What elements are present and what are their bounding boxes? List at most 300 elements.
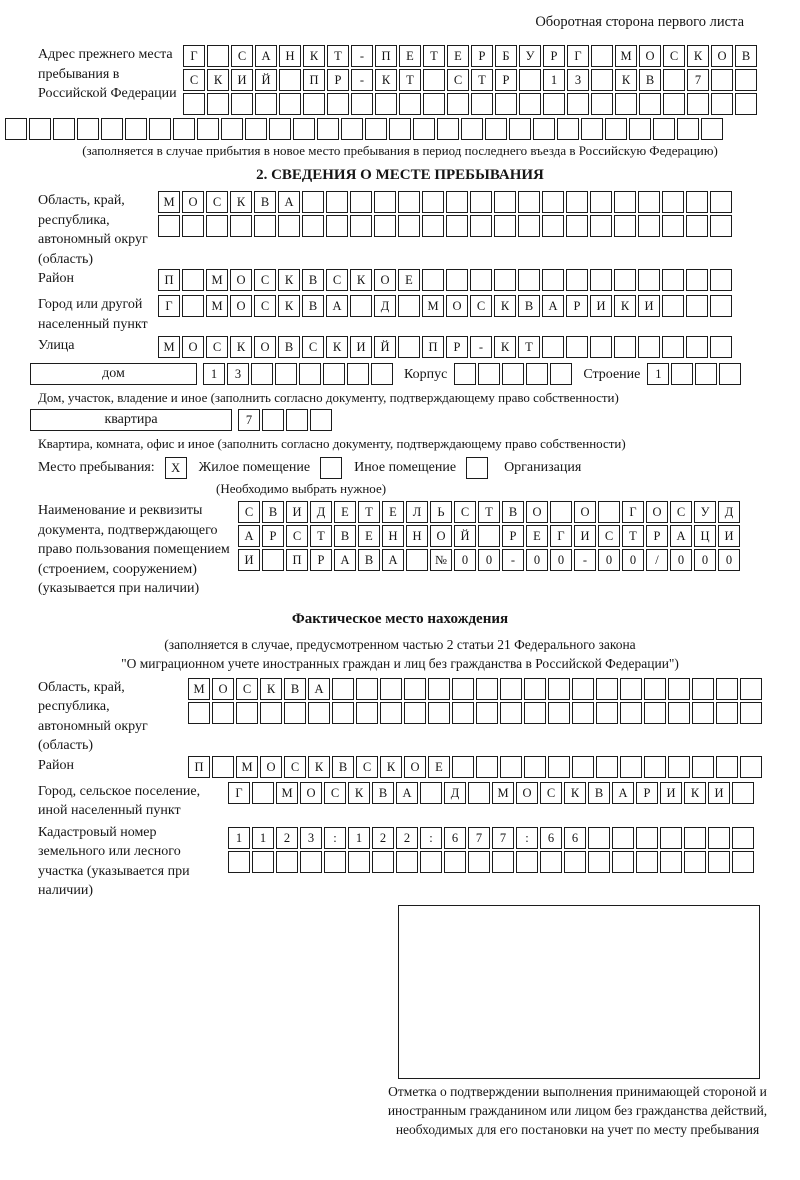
char-box: П	[286, 549, 308, 571]
char-box	[548, 702, 570, 724]
char-box: С	[670, 501, 692, 523]
char-box: П	[158, 269, 180, 291]
prev-address-block	[38, 45, 762, 117]
house-note: Дом, участок, владение и иное (заполнить согласно документу, подтверждающему право собственности)	[38, 390, 619, 405]
char-box	[684, 827, 706, 849]
char-box: С	[470, 295, 492, 317]
char-box: С	[356, 756, 378, 778]
char-box: С	[254, 295, 276, 317]
char-box	[686, 336, 708, 358]
char-box: О	[404, 756, 426, 778]
char-box: Т	[310, 525, 332, 547]
char-box: И	[708, 782, 730, 804]
char-box	[557, 118, 579, 140]
char-box	[173, 118, 195, 140]
char-box: Е	[398, 269, 420, 291]
char-box	[615, 93, 637, 115]
char-box	[590, 215, 612, 237]
char-box: 0	[526, 549, 548, 571]
char-box: В	[358, 549, 380, 571]
char-box: 2	[372, 827, 394, 849]
char-box: Е	[358, 525, 380, 547]
char-box	[356, 702, 378, 724]
char-box: 0	[478, 549, 500, 571]
char-box: В	[302, 269, 324, 291]
char-box	[572, 756, 594, 778]
char-box	[662, 191, 684, 213]
char-box	[662, 336, 684, 358]
char-box: С	[540, 782, 562, 804]
char-box	[326, 215, 348, 237]
char-box: 0	[598, 549, 620, 571]
confirmation-mark-caption: Отметка о подтверждении выполнения принимающей стороной и иностранным гражданином или лицом без гражданства действий, необходимых для его постановки на учет по месту пребывания	[387, 1083, 768, 1137]
char-box: С	[447, 69, 469, 91]
street-label: Улица	[38, 338, 75, 353]
char-box	[77, 118, 99, 140]
char-box	[740, 702, 762, 724]
char-box: И	[238, 549, 260, 571]
char-box: К	[348, 782, 370, 804]
char-box: С	[598, 525, 620, 547]
char-box: Т	[478, 501, 500, 523]
char-box: Р	[327, 69, 349, 91]
char-box	[668, 702, 690, 724]
char-box: Е	[382, 501, 404, 523]
char-box: В	[284, 678, 306, 700]
region-row-1	[158, 191, 762, 213]
char-box	[423, 93, 445, 115]
char-box	[371, 363, 393, 385]
char-box	[255, 93, 277, 115]
char-box: С	[206, 191, 228, 213]
char-box	[524, 678, 546, 700]
char-box	[341, 118, 363, 140]
char-box	[629, 118, 651, 140]
char-box: 7	[687, 69, 709, 91]
char-box	[566, 215, 588, 237]
char-box	[686, 191, 708, 213]
document-label: Наименование и реквизиты документа, подтверждающего право пользования помещением (строением, сооружением) (указывается при наличии)	[38, 503, 230, 596]
district-label: Район	[38, 271, 74, 286]
char-box	[494, 191, 516, 213]
char-box	[446, 191, 468, 213]
char-box	[716, 702, 738, 724]
street-row	[158, 336, 734, 358]
char-box	[494, 215, 516, 237]
char-box	[302, 191, 324, 213]
char-box	[620, 678, 642, 700]
char-box: 0	[454, 549, 476, 571]
char-box: Р	[566, 295, 588, 317]
char-box	[422, 191, 444, 213]
char-box	[332, 678, 354, 700]
char-box	[519, 93, 541, 115]
char-box	[302, 215, 324, 237]
char-box	[478, 363, 500, 385]
char-box: И	[638, 295, 660, 317]
char-box	[452, 678, 474, 700]
char-box: 2	[276, 827, 298, 849]
char-box	[452, 756, 474, 778]
char-box	[495, 93, 517, 115]
char-box	[596, 702, 618, 724]
char-box: В	[518, 295, 540, 317]
char-box	[550, 501, 572, 523]
char-box	[677, 118, 699, 140]
char-box	[317, 118, 339, 140]
char-box	[636, 827, 658, 849]
char-box	[245, 118, 267, 140]
char-box	[389, 118, 411, 140]
char-box: О	[646, 501, 668, 523]
char-box: М	[422, 295, 444, 317]
char-box	[492, 851, 514, 873]
char-box: 7	[492, 827, 514, 849]
char-box	[308, 702, 330, 724]
char-box: 3	[227, 363, 249, 385]
char-box: Е	[428, 756, 450, 778]
actual-region-block	[38, 678, 762, 756]
char-box: О	[212, 678, 234, 700]
cadastral-row-1	[228, 827, 762, 849]
region-block	[38, 191, 762, 269]
char-box	[101, 118, 123, 140]
char-box	[149, 118, 171, 140]
char-box: Е	[526, 525, 548, 547]
char-box: О	[711, 45, 733, 67]
char-box: /	[646, 549, 668, 571]
char-box: С	[284, 756, 306, 778]
char-box	[428, 702, 450, 724]
actual-region-row-1	[188, 678, 764, 700]
char-box	[207, 45, 229, 67]
char-box	[710, 215, 732, 237]
house-row	[30, 363, 762, 387]
char-box	[639, 93, 661, 115]
char-box: А	[334, 549, 356, 571]
apartment-row	[30, 409, 762, 433]
char-box: С	[183, 69, 205, 91]
char-box	[740, 756, 762, 778]
char-box: И	[718, 525, 740, 547]
char-box: Б	[495, 45, 517, 67]
char-box: О	[430, 525, 452, 547]
char-box	[662, 295, 684, 317]
char-box: П	[303, 69, 325, 91]
char-box: Р	[543, 45, 565, 67]
char-box	[374, 215, 396, 237]
char-box	[5, 118, 27, 140]
char-box: В	[588, 782, 610, 804]
char-box: 1	[647, 363, 669, 385]
char-box	[671, 363, 693, 385]
char-box	[231, 93, 253, 115]
house-label-box: дом	[30, 363, 197, 385]
char-box: К	[614, 295, 636, 317]
char-box	[420, 851, 442, 873]
char-box: О	[574, 501, 596, 523]
char-box: Й	[255, 69, 277, 91]
char-box: М	[206, 269, 228, 291]
char-box	[526, 363, 548, 385]
char-box: К	[350, 269, 372, 291]
char-box	[614, 336, 636, 358]
char-box: К	[260, 678, 282, 700]
char-box	[284, 702, 306, 724]
char-box	[614, 191, 636, 213]
char-box: А	[255, 45, 277, 67]
char-box	[470, 215, 492, 237]
char-box: Р	[502, 525, 524, 547]
prev-address-row-1	[183, 45, 762, 67]
korpus-cells	[454, 363, 574, 385]
char-box	[564, 851, 586, 873]
char-box: 3	[567, 69, 589, 91]
char-box	[260, 702, 282, 724]
stay-type-label: Место пребывания:	[38, 460, 155, 475]
char-box	[590, 269, 612, 291]
char-box: К	[326, 336, 348, 358]
char-box: Т	[399, 69, 421, 91]
char-box: К	[494, 295, 516, 317]
char-box	[404, 702, 426, 724]
char-box	[542, 191, 564, 213]
char-box: Т	[327, 45, 349, 67]
char-box: К	[303, 45, 325, 67]
char-box: Р	[446, 336, 468, 358]
char-box	[566, 269, 588, 291]
char-box	[262, 549, 284, 571]
char-box	[612, 827, 634, 849]
char-box: С	[324, 782, 346, 804]
char-box	[502, 363, 524, 385]
char-box	[732, 782, 754, 804]
char-box	[323, 363, 345, 385]
char-box	[303, 93, 325, 115]
char-box: Д	[718, 501, 740, 523]
char-box	[365, 118, 387, 140]
char-box: Р	[310, 549, 332, 571]
char-box	[710, 295, 732, 317]
char-box: К	[615, 69, 637, 91]
char-box	[476, 702, 498, 724]
char-box	[636, 851, 658, 873]
char-box	[399, 93, 421, 115]
char-box: 6	[564, 827, 586, 849]
char-box: А	[238, 525, 260, 547]
char-box: А	[542, 295, 564, 317]
char-box: 7	[238, 409, 260, 431]
char-box: :	[324, 827, 346, 849]
house-number-cells	[203, 363, 395, 385]
char-box: О	[374, 269, 396, 291]
char-box	[605, 118, 627, 140]
actual-location-subtitle-2: "О миграционном учете иностранных граждан и лиц без гражданства в Российской Федерации")	[121, 655, 679, 671]
char-box: 0	[550, 549, 572, 571]
char-box: В	[639, 69, 661, 91]
actual-location-subtitle-1: (заполняется в случае, предусмотренном частью 2 статьи 21 Федерального закона	[164, 636, 636, 652]
char-box: Е	[334, 501, 356, 523]
char-box	[327, 93, 349, 115]
char-box: В	[735, 45, 757, 67]
char-box	[468, 782, 490, 804]
char-box: А	[308, 678, 330, 700]
char-box: О	[526, 501, 548, 523]
char-box: 1	[252, 827, 274, 849]
char-box	[644, 678, 666, 700]
char-box	[279, 69, 301, 91]
char-box	[212, 702, 234, 724]
char-box: Л	[406, 501, 428, 523]
char-box	[509, 118, 531, 140]
apartment-cells	[238, 409, 334, 431]
char-box: Е	[447, 45, 469, 67]
char-box	[286, 409, 308, 431]
char-box: К	[564, 782, 586, 804]
char-box	[470, 269, 492, 291]
char-box	[653, 118, 675, 140]
char-box: К	[207, 69, 229, 91]
char-box	[620, 756, 642, 778]
char-box: У	[694, 501, 716, 523]
char-box: 0	[670, 549, 692, 571]
actual-district-label: Район	[38, 757, 74, 773]
char-box: 7	[468, 827, 490, 849]
char-box	[590, 191, 612, 213]
char-box	[540, 851, 562, 873]
char-box	[550, 363, 572, 385]
char-box	[710, 269, 732, 291]
char-box	[446, 269, 468, 291]
apartment-note: Квартира, комната, офис и иное (заполнить согласно документу, подтверждающему право собственности)	[38, 436, 626, 451]
char-box	[262, 409, 284, 431]
char-box: С	[454, 501, 476, 523]
char-box	[471, 93, 493, 115]
char-box	[350, 215, 372, 237]
char-box	[423, 69, 445, 91]
char-box: Т	[471, 69, 493, 91]
char-box: -	[351, 45, 373, 67]
char-box	[374, 191, 396, 213]
char-box: 1	[203, 363, 225, 385]
char-box	[591, 69, 613, 91]
char-box: О	[639, 45, 661, 67]
char-box	[668, 756, 690, 778]
char-box	[398, 295, 420, 317]
char-box: Д	[444, 782, 466, 804]
char-box: И	[574, 525, 596, 547]
char-box	[188, 702, 210, 724]
char-box: В	[334, 525, 356, 547]
char-box	[348, 851, 370, 873]
char-box: У	[519, 45, 541, 67]
char-box: Н	[382, 525, 404, 547]
cadastral-block	[38, 823, 762, 901]
char-box	[686, 295, 708, 317]
char-box: С	[236, 678, 258, 700]
char-box	[398, 191, 420, 213]
char-box	[293, 118, 315, 140]
apartment-label-box: квартира	[30, 409, 232, 431]
char-box	[660, 827, 682, 849]
char-box: А	[382, 549, 404, 571]
char-box	[494, 269, 516, 291]
city-block	[38, 295, 762, 334]
char-box	[542, 269, 564, 291]
char-box: В	[302, 295, 324, 317]
char-box: А	[670, 525, 692, 547]
char-box: М	[276, 782, 298, 804]
korpus-label: Корпус	[404, 367, 448, 382]
district-row	[158, 269, 734, 291]
char-box: Й	[374, 336, 396, 358]
char-box	[476, 678, 498, 700]
actual-district-row	[188, 756, 764, 778]
actual-city-row	[228, 782, 756, 804]
char-box	[644, 702, 666, 724]
char-box	[533, 118, 555, 140]
char-box: С	[326, 269, 348, 291]
char-box	[478, 525, 500, 547]
cadastral-row-2	[228, 851, 762, 873]
char-box: В	[372, 782, 394, 804]
char-box	[692, 702, 714, 724]
char-box	[612, 851, 634, 873]
char-box	[638, 191, 660, 213]
char-box	[708, 827, 730, 849]
char-box: -	[502, 549, 524, 571]
char-box	[404, 678, 426, 700]
char-box	[269, 118, 291, 140]
char-box	[735, 69, 757, 91]
char-box	[332, 702, 354, 724]
char-box: Р	[646, 525, 668, 547]
char-box	[356, 678, 378, 700]
char-box: М	[615, 45, 637, 67]
char-box: М	[236, 756, 258, 778]
char-box	[719, 363, 741, 385]
char-box: Г	[622, 501, 644, 523]
actual-region-label: Область, край, республика, автономный округ (область)	[38, 679, 148, 753]
char-box	[228, 851, 250, 873]
char-box: 1	[543, 69, 565, 91]
char-box: Ь	[430, 501, 452, 523]
region-row-2	[158, 215, 762, 237]
char-box	[668, 678, 690, 700]
char-box	[437, 118, 459, 140]
char-box: М	[206, 295, 228, 317]
char-box	[310, 409, 332, 431]
char-box: О	[300, 782, 322, 804]
char-box: 2	[396, 827, 418, 849]
char-box: К	[308, 756, 330, 778]
char-box: Т	[518, 336, 540, 358]
char-box	[567, 93, 589, 115]
char-box: Г	[550, 525, 572, 547]
prev-address-row-3	[183, 93, 762, 115]
district-block	[38, 269, 762, 293]
char-box: К	[278, 295, 300, 317]
char-box	[350, 295, 372, 317]
char-box: О	[230, 295, 252, 317]
char-box	[207, 93, 229, 115]
char-box	[396, 851, 418, 873]
char-box: Г	[158, 295, 180, 317]
actual-city-block	[38, 782, 762, 821]
char-box	[663, 93, 685, 115]
char-box	[518, 191, 540, 213]
char-box	[420, 782, 442, 804]
